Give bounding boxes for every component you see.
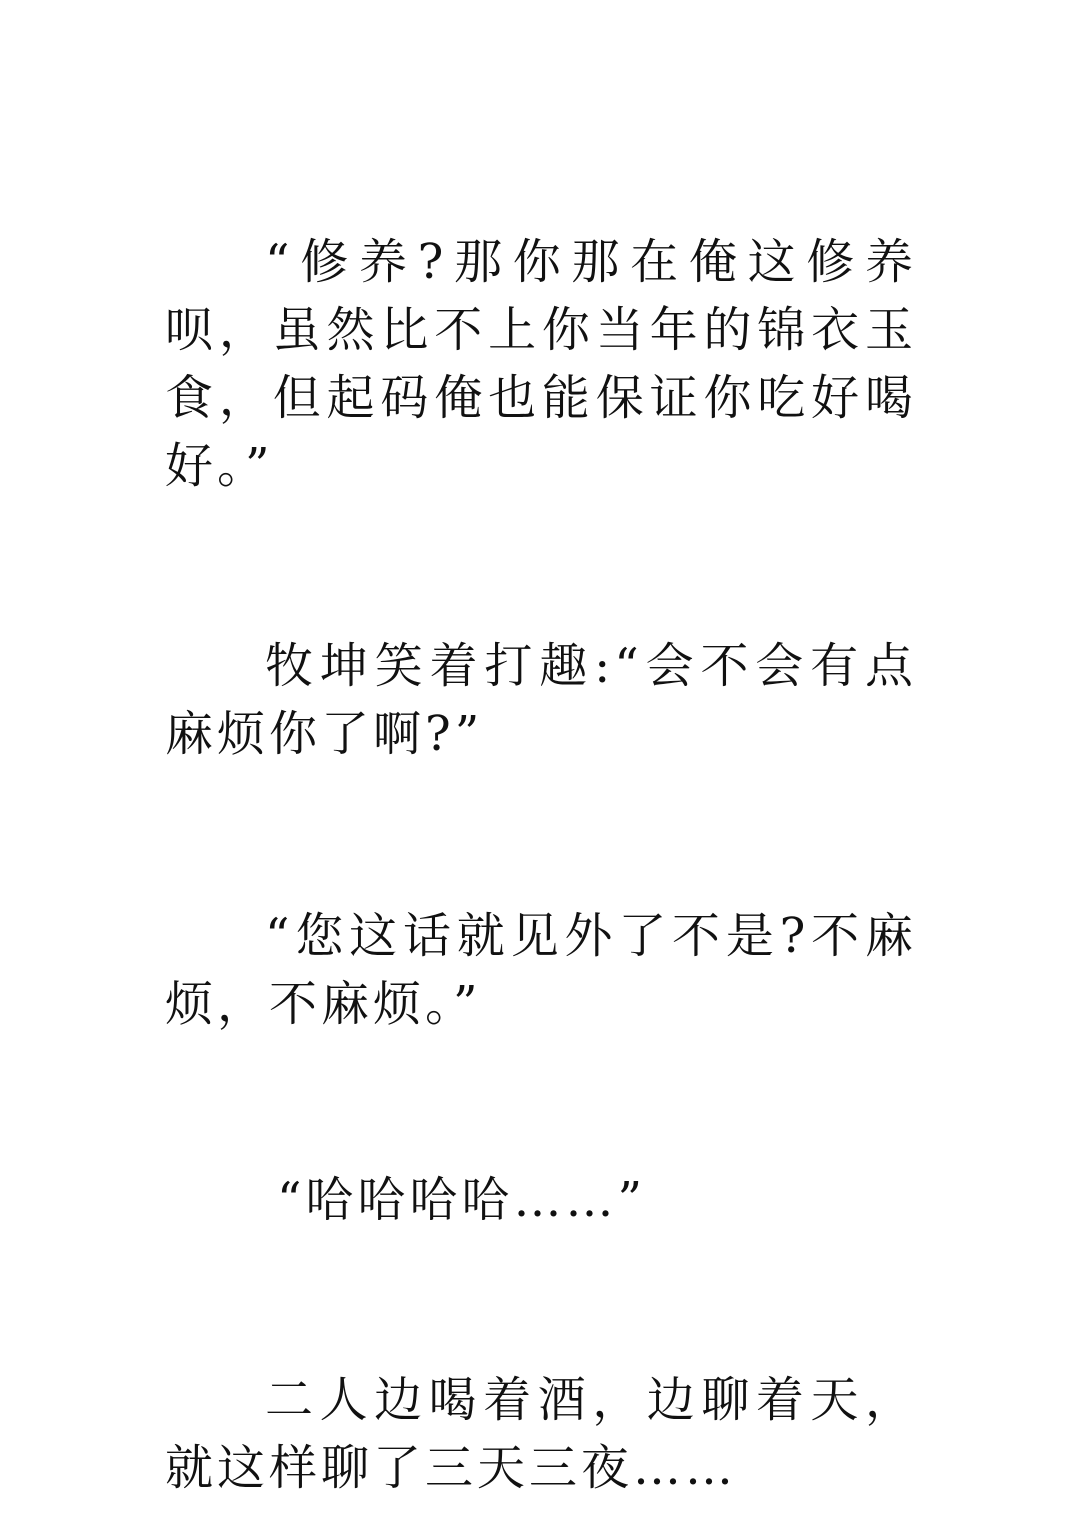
paragraph-3: “您这话就见外了不是?不麻烦，不麻烦。” <box>165 908 917 1032</box>
paragraph-4: “哈哈哈哈……” <box>277 1172 647 1228</box>
story-text <box>165 228 917 1502</box>
paragraph-1: “修养?那你那在俺这修养呗，虽然比不上你当年的锦衣玉食，但起码俺也能保证你吃好喝好。” <box>165 234 917 494</box>
paragraph-5: 二人边喝着酒，边聊着天，就这样聊了三天三夜…… <box>165 1372 917 1496</box>
paragraph-2: 牧坤笑着打趣:“会不会有点麻烦你了啊?” <box>165 638 917 762</box>
